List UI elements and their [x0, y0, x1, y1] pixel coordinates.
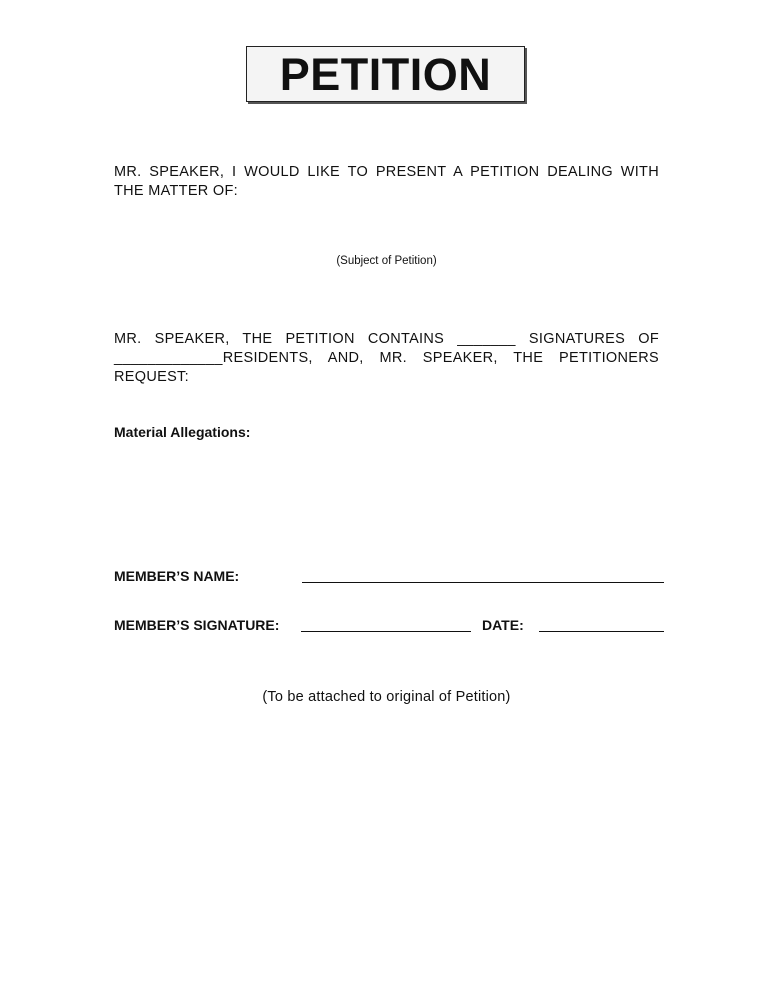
date-label: DATE: [482, 617, 524, 633]
footer-note: (To be attached to original of Petition) [262, 689, 511, 705]
member-signature-line[interactable] [301, 631, 471, 632]
date-line[interactable] [539, 631, 664, 632]
member-name-line[interactable] [302, 582, 664, 583]
member-signature-label: MEMBER’S SIGNATURE: [114, 617, 280, 633]
signatures-line-1: MR. SPEAKER, THE PETITION CONTAINS _______ SIGNATURES OF [114, 331, 659, 347]
title-box [246, 46, 525, 102]
intro-paragraph [114, 163, 659, 201]
material-allegations-label: Material Allegations: [114, 424, 251, 440]
signatures-paragraph [114, 330, 659, 387]
intro-line-2: THE MATTER OF: [114, 183, 238, 199]
page-title: PETITION [279, 48, 492, 100]
signatures-line-3: REQUEST: [114, 369, 189, 385]
member-name-label: MEMBER’S NAME: [114, 568, 240, 584]
subject-hint: (Subject of Petition) [336, 255, 437, 267]
intro-line-1: MR. SPEAKER, I WOULD LIKE TO PRESENT A PETITION DEALING WITH [114, 164, 659, 180]
signatures-line-2: _____________RESIDENTS, AND, MR. SPEAKER, THE PETITIONERS [114, 350, 659, 366]
